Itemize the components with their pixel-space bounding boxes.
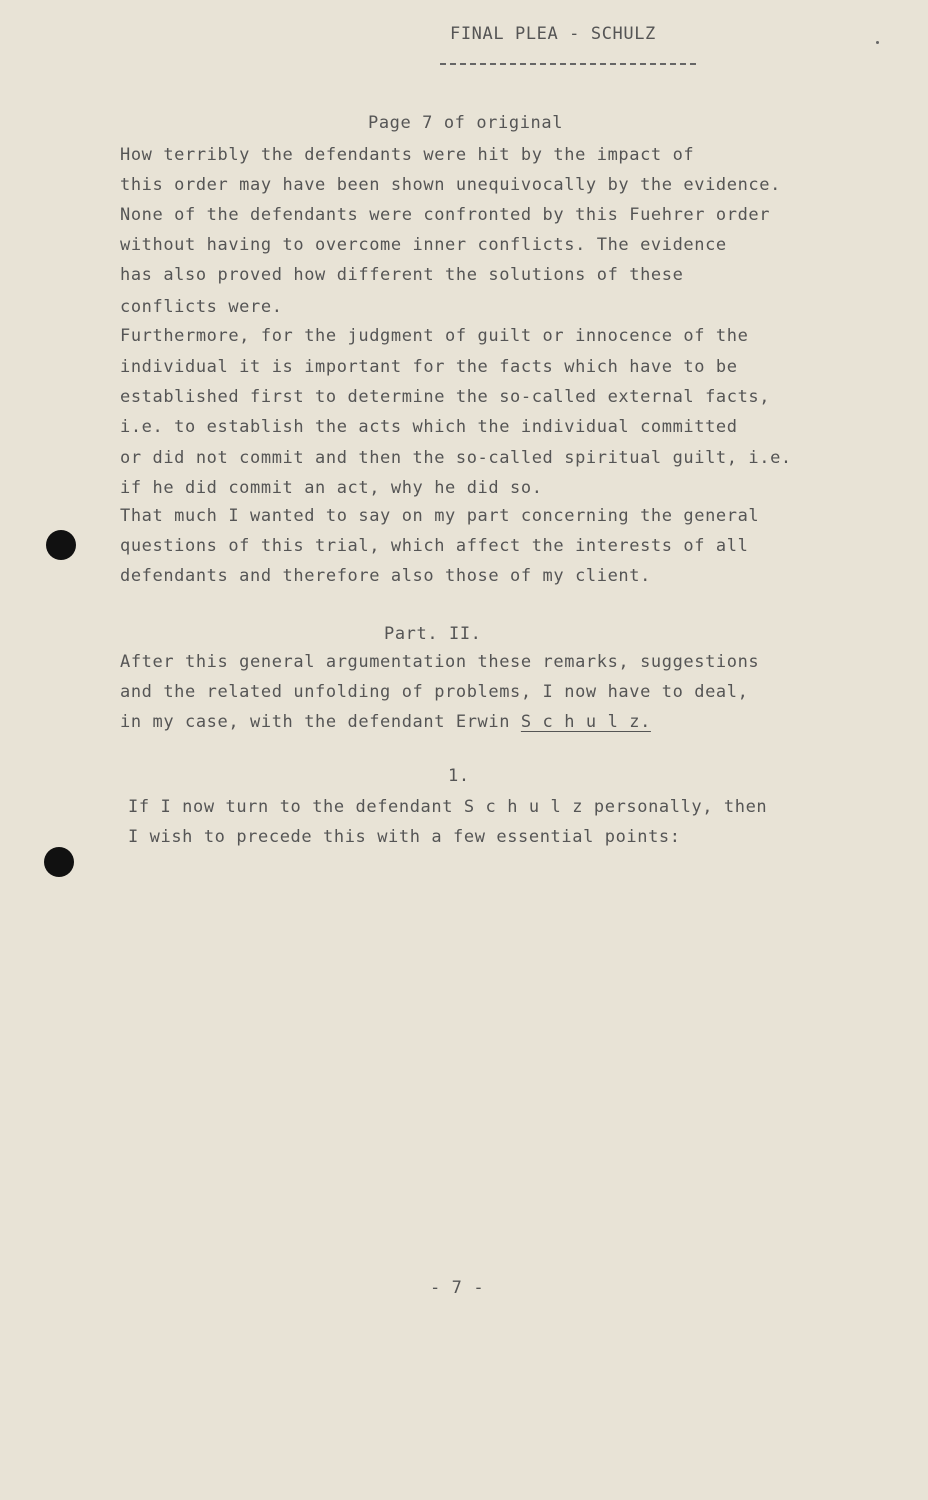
part-heading: Part. II. [384, 624, 482, 644]
page-number: - 7 - [430, 1278, 485, 1298]
body-line: Furthermore, for the judgment of guilt or innocence of the [120, 326, 749, 346]
body-line: this order may have been shown unequivocally by the evidence. [120, 175, 781, 195]
body-line: if he did commit an act, why he did so. [120, 478, 543, 498]
section-number: 1. [448, 766, 470, 786]
body-line: If I now turn to the defendant S c h u l z personally, then [128, 797, 768, 817]
body-line-prefix: in my case, with the defendant Erwin [120, 712, 521, 732]
body-line: conflicts were. [120, 297, 283, 317]
body-line: That much I wanted to say on my part concerning the general [120, 506, 760, 526]
page-reference: Page 7 of original [368, 113, 564, 133]
body-line: How terribly the defendants were hit by the impact of [120, 145, 695, 165]
document-title: FINAL PLEA - SCHULZ [450, 24, 656, 44]
body-line: or did not commit and then the so-called spiritual guilt, i.e. [120, 448, 792, 468]
body-line: questions of this trial, which affect the interests of all [120, 536, 749, 556]
body-line: has also proved how different the solutions of these [120, 265, 684, 285]
body-line: and the related unfolding of problems, I now have to deal, [120, 682, 749, 702]
body-line: i.e. to establish the acts which the individual committed [120, 417, 738, 437]
body-line: established first to determine the so-called external facts, [120, 387, 771, 407]
body-line: None of the defendants were confronted by this Fuehrer order [120, 205, 771, 225]
punch-hole [44, 847, 74, 877]
body-line [120, 712, 651, 732]
speck-mark [876, 41, 879, 44]
body-line: without having to overcome inner conflicts. The evidence [120, 235, 727, 255]
body-line: I wish to precede this with a few essential points: [128, 827, 681, 847]
body-line: individual it is important for the facts which have to be [120, 357, 738, 377]
title-dashed-rule [440, 63, 696, 65]
body-line: defendants and therefore also those of my client. [120, 566, 651, 586]
defendant-name: S c h u l z. [520, 712, 651, 732]
body-line: After this general argumentation these remarks, suggestions [120, 652, 760, 672]
punch-hole [46, 530, 76, 560]
